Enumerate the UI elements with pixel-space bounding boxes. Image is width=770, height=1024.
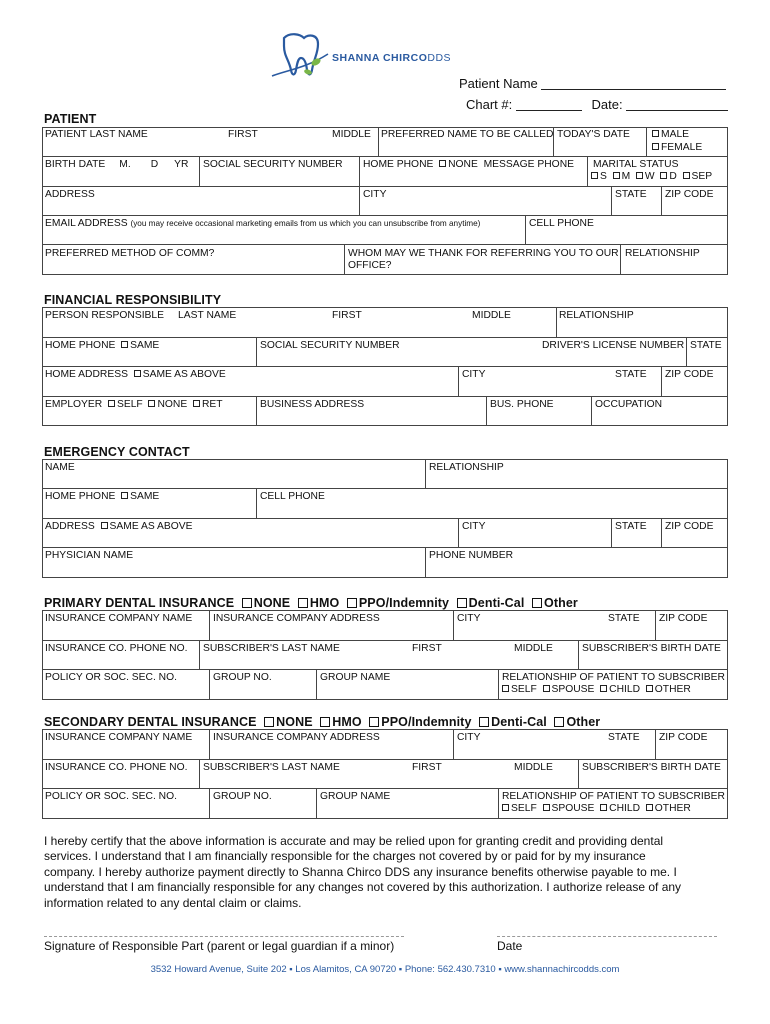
ms-w: W <box>644 171 655 182</box>
fin-same-label: SAME <box>130 340 160 351</box>
patient-address-field[interactable]: ADDRESS <box>45 189 95 200</box>
ec-same-above-label: SAME AS ABOVE <box>109 521 193 532</box>
birth-date-label: BIRTH DATE <box>45 159 106 170</box>
secondary-zip-field[interactable]: ZIP CODE <box>659 732 708 743</box>
cert-line-2: services. I understand that I am financially responsible for the charges not covered by or paid for by my insurance <box>44 849 646 864</box>
ec-state-field[interactable]: STATE <box>615 521 647 532</box>
birth-m-label: M. <box>119 159 131 170</box>
ec-home-phone-label: HOME PHONE <box>45 491 116 502</box>
secondary-group-no-field[interactable]: GROUP NO. <box>213 791 272 802</box>
secondary-state-field[interactable]: STATE <box>608 732 640 743</box>
patient-state-field[interactable]: STATE <box>615 189 647 200</box>
dl-state-field[interactable]: STATE <box>690 340 722 351</box>
business-address-field[interactable]: BUSINESS ADDRESS <box>260 399 365 410</box>
patient-first-label: FIRST <box>228 129 258 140</box>
date-line[interactable] <box>497 936 717 937</box>
secondary-rel-label: RELATIONSHIP OF PATIENT TO SUBSCRIBER <box>502 791 725 802</box>
primary-denti-label: Denti-Cal <box>468 596 525 610</box>
patient-section-title: PATIENT <box>44 112 97 126</box>
cert-line-5: information related to any dental claim or claims. <box>44 895 302 910</box>
secondary-co-phone-field[interactable]: INSURANCE CO. PHONE NO. <box>45 762 188 773</box>
ms-m: M <box>621 171 631 182</box>
primary-title-text: PRIMARY DENTAL INSURANCE <box>44 596 235 610</box>
primary-first-label: FIRST <box>412 643 442 654</box>
ec-city-field[interactable]: CITY <box>462 521 486 532</box>
certification-text <box>44 834 734 911</box>
patient-name-label: Patient Name <box>459 76 538 91</box>
secondary-city-field[interactable]: CITY <box>457 732 481 743</box>
fin-same-above-label: SAME AS ABOVE <box>142 369 226 380</box>
secondary-rel-spouse: SPOUSE <box>551 803 595 814</box>
secondary-relationship-field[interactable] <box>500 789 727 815</box>
logo-name: SHANNA CHIRCO <box>332 52 428 64</box>
primary-city-field[interactable]: CITY <box>457 613 481 624</box>
birth-yr-label: YR <box>174 159 189 170</box>
emergency-section-title: EMERGENCY CONTACT <box>44 445 190 459</box>
fin-home-address-label: HOME ADDRESS <box>45 369 128 380</box>
email-note: (you may receive occasional marketing emails from us which you can unsubscribe from anytime) <box>130 219 481 228</box>
referral-line2: OFFICE? <box>348 260 392 271</box>
primary-co-phone-field[interactable]: INSURANCE CO. PHONE NO. <box>45 643 188 654</box>
female-label: FEMALE <box>661 142 703 153</box>
primary-subscriber-bd-field[interactable]: SUBSCRIBER'S BIRTH DATE <box>582 643 721 654</box>
occupation-field[interactable]: OCCUPATION <box>595 399 663 410</box>
secondary-rel-other: OTHER <box>654 803 691 814</box>
preferred-comm-field[interactable]: PREFERRED METHOD OF COMM? <box>45 248 215 259</box>
patient-city-field[interactable]: CITY <box>363 189 387 200</box>
primary-rel-child: CHILD <box>609 684 641 695</box>
none-label: NONE <box>448 159 478 170</box>
fin-home-phone-label: HOME PHONE <box>45 340 116 351</box>
primary-subscriber-last-field[interactable]: SUBSCRIBER'S LAST NAME <box>203 643 340 654</box>
secondary-company-name-field[interactable]: INSURANCE COMPANY NAME <box>45 732 193 743</box>
primary-state-field[interactable]: STATE <box>608 613 640 624</box>
person-responsible-label: PERSON RESPONSIBLE <box>45 310 165 321</box>
ec-address-label: ADDRESS <box>45 521 95 532</box>
cert-line-1: I hereby certify that the above information is accurate and may be relied upon for granting credit and providing dental <box>44 834 664 848</box>
secondary-title-text: SECONDARY DENTAL INSURANCE <box>44 715 257 729</box>
primary-company-name-field[interactable]: INSURANCE COMPANY NAME <box>45 613 193 624</box>
ms-sep: SEP <box>691 171 713 182</box>
primary-zip-field[interactable]: ZIP CODE <box>659 613 708 624</box>
patient-cell-phone-field[interactable]: CELL PHONE <box>529 218 594 229</box>
primary-rel-label: RELATIONSHIP OF PATIENT TO SUBSCRIBER <box>502 672 725 683</box>
patient-ssn-field[interactable]: SOCIAL SECURITY NUMBER <box>203 159 343 170</box>
patient-zip-field[interactable]: ZIP CODE <box>665 189 714 200</box>
fin-city-field[interactable]: CITY <box>462 369 486 380</box>
patient-middle-label: MIDDLE <box>332 129 371 140</box>
cert-line-3: company. I hereby authorize payment directly to Shanna Chirco DDS any insurance benefits otherwise payable to me. I <box>44 864 677 879</box>
fin-first-label: FIRST <box>332 310 362 321</box>
physician-phone-field[interactable]: PHONE NUMBER <box>429 550 514 561</box>
signature-date-label: Date <box>497 939 523 953</box>
ec-name-field[interactable]: NAME <box>45 462 75 473</box>
message-phone-label: MESSAGE PHONE <box>483 159 574 170</box>
secondary-first-label: FIRST <box>412 762 442 773</box>
secondary-policy-field[interactable]: POLICY OR SOC. SEC. NO. <box>45 791 177 802</box>
primary-other-label: Other <box>544 596 578 610</box>
referral-relationship-field[interactable]: RELATIONSHIP <box>625 248 700 259</box>
secondary-rel-self: SELF <box>511 803 537 814</box>
signature-label: Signature of Responsible Part (parent or legal guardian if a minor) <box>44 939 395 953</box>
primary-rel-spouse: SPOUSE <box>551 684 595 695</box>
ms-s: S <box>600 171 607 182</box>
secondary-ppo-label: PPO/Indemnity <box>381 715 472 729</box>
primary-ppo-label: PPO/Indemnity <box>358 596 450 610</box>
secondary-denti-label: Denti-Cal <box>491 715 547 729</box>
fin-last-name-label: LAST NAME <box>178 310 237 321</box>
primary-none-label: NONE <box>253 596 291 610</box>
fin-relationship-field[interactable]: RELATIONSHIP <box>559 310 634 321</box>
secondary-other-label: Other <box>566 715 601 729</box>
patient-last-name-field[interactable]: PATIENT LAST NAME <box>45 129 148 140</box>
financial-section-title: FINANCIAL RESPONSIBILITY <box>44 293 222 307</box>
primary-hmo-label: HMO <box>309 596 340 610</box>
ms-d: D <box>669 171 677 182</box>
emp-self: SELF <box>116 399 143 410</box>
bus-phone-field[interactable]: BUS. PHONE <box>490 399 554 410</box>
emp-ret: RET <box>201 399 223 410</box>
drivers-license-field[interactable]: DRIVER'S LICENSE NUMBER <box>542 340 685 351</box>
referral-line1: WHOM MAY WE THANK FOR REFERRING YOU TO OUR <box>348 248 619 259</box>
preferred-name-field[interactable]: PREFERRED NAME TO BE CALLED <box>381 129 554 140</box>
primary-rel-self: SELF <box>511 684 537 695</box>
primary-company-address-field[interactable]: INSURANCE COMPANY ADDRESS <box>213 613 380 624</box>
secondary-rel-child: CHILD <box>609 803 641 814</box>
email-label: EMAIL ADDRESS <box>45 218 128 229</box>
secondary-hmo-label: HMO <box>332 715 362 729</box>
primary-group-no-field[interactable]: GROUP NO. <box>213 672 272 683</box>
chart-label: Chart #: <box>466 97 513 112</box>
home-phone-label: HOME PHONE <box>363 159 434 170</box>
physician-name-field[interactable]: PHYSICIAN NAME <box>45 550 134 561</box>
todays-date-field[interactable]: TODAY'S DATE <box>557 129 630 140</box>
primary-rel-other: OTHER <box>654 684 691 695</box>
ec-relationship-field[interactable]: RELATIONSHIP <box>429 462 504 473</box>
ec-same-label: SAME <box>130 491 160 502</box>
footer-address: 3532 Howard Avenue, Suite 202 ▪ Los Alamitos, CA 90720 ▪ Phone: 562.430.7310 ▪ www.shannachircodds.com <box>150 964 620 975</box>
fin-state-field[interactable]: STATE <box>615 369 647 380</box>
header-date-label: Date: <box>591 97 623 112</box>
primary-policy-field[interactable]: POLICY OR SOC. SEC. NO. <box>45 672 177 683</box>
cert-line-4: understand that I am financially responsible for any changes not covered by this authorization. I authorize release of any <box>44 880 682 895</box>
primary-group-name-field[interactable]: GROUP NAME <box>320 672 391 683</box>
signature-line[interactable] <box>44 936 404 937</box>
secondary-middle-label: MIDDLE <box>514 762 553 773</box>
primary-middle-label: MIDDLE <box>514 643 553 654</box>
secondary-subscriber-last-field[interactable]: SUBSCRIBER'S LAST NAME <box>203 762 340 773</box>
employer-label: EMPLOYER <box>45 399 103 410</box>
emp-none: NONE <box>157 399 188 410</box>
ec-cell-phone-field[interactable]: CELL PHONE <box>260 491 325 502</box>
ec-zip-field[interactable]: ZIP CODE <box>665 521 714 532</box>
secondary-company-address-field[interactable]: INSURANCE COMPANY ADDRESS <box>213 732 380 743</box>
fin-middle-label: MIDDLE <box>472 310 511 321</box>
secondary-subscriber-bd-field[interactable]: SUBSCRIBER'S BIRTH DATE <box>582 762 721 773</box>
secondary-none-label: NONE <box>276 715 313 729</box>
logo-suffix: DDS <box>427 52 452 64</box>
birth-d-label: D <box>150 159 159 170</box>
secondary-group-name-field[interactable]: GROUP NAME <box>320 791 391 802</box>
fin-zip-field[interactable]: ZIP CODE <box>665 369 714 380</box>
fin-ssn-field[interactable]: SOCIAL SECURITY NUMBER <box>260 340 400 351</box>
marital-status-label: MARITAL STATUS <box>593 159 679 170</box>
male-label: MALE <box>661 129 690 140</box>
